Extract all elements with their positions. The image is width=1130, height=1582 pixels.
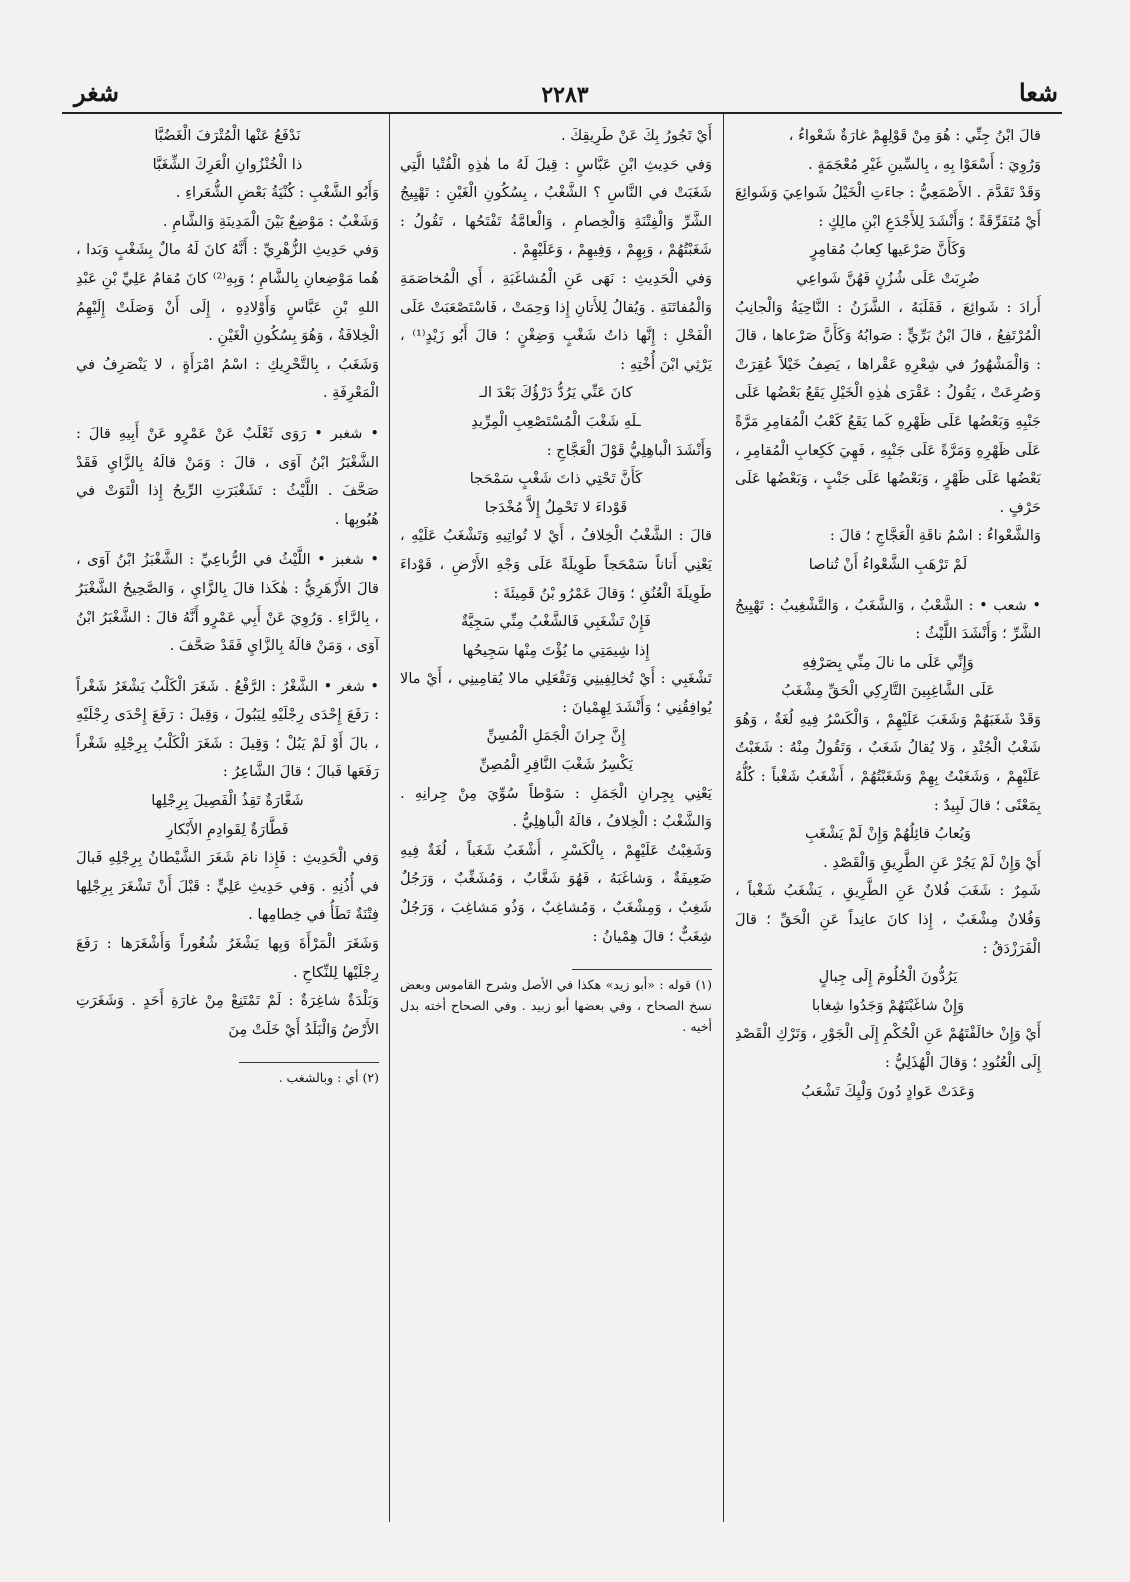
verse-line: لَمْ تَرْهَبِ الشَّعْواءُ أَنْ تُناصا — [808, 555, 968, 573]
running-head-left: شغر — [74, 78, 119, 107]
verse-line: شَغَّارَةٌ تَقِذُ الْفَصِيلَ بِرِجْلِها — [151, 792, 304, 810]
verse-line: ـلَهِ شَغْبَ الْمُسْتَصْعِبِ الْمِرِّيدِ — [471, 412, 641, 430]
verse-line: نَدْفَعُ عَنْها الْمُتْرَفَ الْغَضُبَّا — [154, 127, 301, 144]
verse-line: عَلَى الشَّاغِبِينَ التَّارِكِي الْحَقِّ مِشْغَبُ — [781, 682, 995, 700]
entry-head-paragraph: • شغر • الشَّغْرُ : الرَّفْعُ . شَغَرَ الْكَلْبُ يَشْغَرُ شَغْراً : رَفَعَ إِحْدَى رِجْلَيْهِ لِيَبُولَ ، وَقِيلَ : رَفَعَ إِحْدَى رِجْلَيْهِ ، بالَ أَوْ لَمْ يَبُلْ ؛ وَقِيلَ : شَغَرَ الْكَلْبُ بِرِجْلِهِ شَغْراً رَفَعَها فَبالَ ؛ قالَ الشَّاعِرُ : — [76, 677, 379, 781]
text-paragraph: تَشْغَبِي : أَيْ تُخالِفِينِي وَتَفْعَلِي مالا يُقامِينِي ، أَيْ مالا يُوافِقُنِي ؛ وَأَنْشَدَ لِهِمْيانَ : — [400, 670, 712, 716]
text-column-right — [735, 122, 1041, 1106]
verse-line: وَكَأَنَّ صَرْعَيها كِعابُ مُقامِرٍ — [810, 241, 966, 259]
verse-line: وَإِنِّي عَلَى ما نالَ مِنِّي بِصَرْفِهِ — [802, 653, 974, 671]
text-paragraph: شَمِرٌ : شَغَبَ فُلانٌ عَنِ الطَّرِيقِ ، يَشْغَبُ شَغْباً ، وَفُلانٌ مِشْغَبٌ ، إِذا كانَ عانِداً عَنِ الْحَقِّ ؛ قالَ الْفَرَزْدَقُ : — [735, 882, 1041, 957]
text-paragraph: أَيْ وَإِنْ لَمْ يَجُرْ عَنِ الطَّرِيقِ وَالْقَصْدِ . — [823, 853, 1041, 871]
verse-line: كانَ عَنِّي يَرُدُّ دَرْؤُكَ بَعْدَ الـ — [479, 384, 633, 402]
verse-line: إِنَّ جِرانَ الْجَمَلِ الْمُسِنِّ — [486, 727, 626, 745]
text-paragraph: وَأَبُو الشَّغْبِ : كُنْيَةُ بَعْضِ الشُّعَراءِ . — [175, 184, 379, 202]
text-paragraph: وَقَدْ شَغَبَهُمْ وَشَغَبَ عَلَيْهِمْ ، وَالْكَسْرُ فِيهِ لُغَةٌ ، وَهُوَ شَغْبُ الْجُنْدِ ، وَلا يُقالُ شَغَبٌ ، وَتَقُولُ مِنْهُ : شَغَبْتُ عَلَيْهِمْ ، وَشَغَبْتُ بِهِمْ وَشَغَبْتُهُمْ ، أَشْغَبُ شَغْباً : كُلُّهُ بِمَعْنًى ؛ قالَ لَبِيدٌ : — [735, 710, 1041, 814]
verse-line: فَإِنْ تَشْغَبِي فَالشَّغْبُ مِنِّي سَجِيَّةٌ — [461, 613, 651, 631]
text-paragraph: وَأَنْشَدَ الْباهِلِيُّ قَوْلَ الْعَجَّاجِ : — [546, 441, 712, 459]
text-paragraph: وَشَغَبُ ، بِالتَّحْرِيكِ : اسْمُ امْرَأَةٍ ، لا يَنْصَرِفُ في الْمَعْرِفَةِ . — [76, 355, 379, 402]
text-paragraph: وَالشَّعْواءُ : اسْمُ ناقَةِ الْعَجَّاجِ ؛ قالَ : — [829, 527, 1041, 545]
text-paragraph: وَقَدْ تَقَدَّمَ . الأَصْمَعِيُّ : جاءَتِ الْخَيْلُ شَواعِيَ وَشَوائِعَ أَيْ مُتَفَرِّقَةً ؛ وَأَنْشَدَ لِلأَجْدَعِ ابْنِ مالِكٍ : — [735, 184, 1041, 230]
verse-line: فَطَّارَةٌ لِقَوادِمِ الأَبْكارِ — [166, 820, 289, 838]
text-paragraph: وَفي الْحَدِيثِ : نَهَى عَنِ الْمُشاغَبَةِ ، أَي الْمُخاصَمَةِ وَالْمُفاتَنَةِ . وَيُقالُ لِلأَتانِ إِذا وَحِمَتْ ، فَاسْتَصْعَبَتْ عَلَى الْفَحْلِ : إِنَّها ذاتُ شَغْبٍ وَضِغْنٍ ؛ قالَ أَبُو زَيْدٍ⁽¹⁾ ، يَرْثِي ابْنَ أُخْتِهِ : — [400, 269, 713, 373]
footnote-rule — [239, 1062, 379, 1063]
verse-line: وَإِنْ شاغَبْتَهُمْ وَجَدُوا شِغابا — [811, 996, 965, 1014]
text-paragraph: أَيْ وَإِنْ خالَفْتَهُمْ عَنِ الْحُكْمِ إِلَى الْجَوْرِ ، وَتَرْكِ الْقَصْدِ إِلَى الْعُنُودِ ؛ وَقالَ الْهُذَلِيُّ : — [735, 1025, 1041, 1071]
text-paragraph: وَفي حَدِيثِ الزُّهْرِيِّ : أَنَّهُ كانَ لَهُ مالٌ بِشَغْبٍ وَبَدا ، هُما مَوْضِعانِ بِالشَّامِ ؛ وَبِهِ⁽²⁾ كانَ مُقامُ عَلِيِّ بْنِ عَبْدِ اللهِ بْنِ عَبَّاسٍ وَأَوْلادِهِ ، إِلَى أَنْ وَصَلَتْ إِلَيْهِمُ الْخِلافَةُ ، وَهُوَ بِسُكُونِ الْغَيْنِ . — [76, 241, 379, 345]
text-paragraph: وَفي حَدِيثِ ابْنِ عَبَّاسٍ : قِيلَ لَهُ ما هٰذِهِ الْفُتْيا الَّتِي شَغَبَتْ في النَّاسِ ؟ الشَّغْبُ ، بِسُكُونِ الْغَيْنِ : تَهْيِيجُ الشَّرِّ وَالْفِتْنَةِ وَالْخِصامِ ، وَالْعامَّةُ تَفْتَحُها ، تَقُولُ : شَغَبْتُهُمْ ، وَبِهِمْ ، وَفِيهِمْ ، وَعَلَيْهِمْ . — [400, 155, 712, 259]
text-paragraph: وَشَغْبٌ : مَوْضِعٌ بَيْنَ الْمَدِينَةِ وَالشَّامِ . — [162, 212, 379, 230]
verse-line: وَعَدَتْ عَوادٍ دُونَ وَلْيِكَ تَشْعَبُ — [801, 1082, 975, 1100]
text-column-left — [76, 122, 379, 1088]
page-number: ٢٢٨٣ — [541, 82, 589, 108]
footnote-rule — [572, 969, 712, 970]
text-paragraph: قالَ ابْنُ جِنِّي : هُوَ مِنْ قَوْلِهِمْ غارَةٌ شَعْواءُ ، — [788, 127, 1041, 144]
verse-line: قَوْداءَ لا تَحْمِلُ إِلاَّ مُخْدَجا — [484, 498, 628, 516]
verse-line: كَأَنَّ تَحْتِي ذاتَ شَغْبٍ سَمْحَجا — [469, 470, 643, 488]
column-divider-left — [389, 114, 390, 1522]
text-paragraph: قالَ : الشَّغْبُ الْخِلافُ ، أَيْ لا تُواتِيهِ وَتَشْغَبُ عَلَيْهِ ، يَعْنِي أَتاناً سَمْحَجاً طَوِيلَةً عَلَى وَجْهِ الأَرْضِ ، قَوْداءَ طَوِيلَةَ الْعُنُقِ ؛ وَقالَ عَمْرُو بْنُ قَمِيئَةَ : — [400, 527, 712, 602]
footnote: (١) قوله : «أبو زيد» هكذا في الأصل وشرح القاموس وبعض نسخ الصحاح ، وفي بعضها أبو زبيد . وفي الصحاح أخته بدل أخيه . — [400, 977, 712, 1035]
verse-line: يَرُدُّونَ الْحُلُومَ إِلَى جِبالٍ — [818, 968, 958, 986]
verse-line: وَيُعابُ قائِلُهُمْ وَإِنْ لَمْ يَشْغَبِ — [804, 825, 972, 843]
entry-head-paragraph: • شغبر • رَوَى ثَعْلَبٌ عَنْ عَمْرٍو عَنْ أَبِيهِ قالَ : الشَّغْبَرُ ابْنُ آوَى ، قالَ : وَمَنْ قالَهُ بِالزَّايِ فَقَدْ صَحَّفَ . اللَّيْثُ : تَشَغْبَرَتِ الرِّيحُ إِذا الْتَوَتْ في هُبُوبِها . — [76, 424, 379, 528]
text-paragraph: وَشَغَرَ الْمَرْأَةَ وَبِها يَشْغَرُ شُغُوراً وَأَشْغَرَها : رَفَعَ رِجْلَيْها لِلنِّكاحِ . — [76, 935, 379, 981]
header-rule — [62, 112, 1062, 114]
column-divider-right — [723, 114, 724, 1522]
verse-line: ذا الْخُنْزُوانِ الْعَرِكَ الشِّغَبَّا — [152, 155, 303, 173]
entry-head-paragraph: • شعب • : الشَّعْبُ ، وَالشَّغَبُ ، وَالتَّشْغِيبُ : تَهْيِيجُ الشَّرِّ ؛ وَأَنْشَدَ اللَّيْثُ : — [735, 596, 1041, 643]
verse-line: ضُرِبَتْ عَلَى شُزُنٍ فَهُنَّ شَواعِي — [796, 269, 980, 287]
entry-head-paragraph: • شغبز • اللَّيْثُ في الرُّباعِيِّ : الشَّغْبَزُ ابْنُ آوَى ، قالَ الأَزْهَرِيُّ : هٰكَذا قالَ بِالزَّايِ ، وَالصَّحِيحُ الشَّغْبَرُ ، بِالرَّاءِ . وَرُوِيَ عَنْ أَبِي عَمْرٍو أَنَّهُ قالَ : الشَّغْبَرُ ابْنُ آوَى ، وَمَنْ قالَهُ بِالزَّايِ فَقَدْ صَحَّفَ . — [76, 551, 379, 655]
text-paragraph: وَفي الْحَدِيثِ : فَإِذا نامَ شَغَرَ الشَّيْطانُ بِرِجْلِهِ فَبالَ في أُذُنِهِ . وَفي حَدِيثِ عَلِيٍّ : قَبْلَ أَنْ تَشْغَرَ بِرِجْلِها فِتْنَةٌ تَطَأُ في خِطامِها . — [76, 849, 379, 924]
text-paragraph: يَعْنِي بِجِرانِ الْجَمَلِ : سَوْطاً سُوِّيَ مِنْ جِرانِهِ . وَالشَّغْبُ : الْخِلافُ ، قالَهُ الْباهِلِيُّ . — [400, 784, 712, 831]
text-column-middle — [400, 122, 712, 1037]
running-head-right: شعا — [1019, 78, 1058, 107]
verse-line: يَكْسِرُ شَغْبَ النَّافِرِ الْمُصِنِّ — [479, 756, 633, 774]
text-paragraph: وَرُوِيَ : أَسْعَوْا بِهِ ، بِالسِّينِ غَيْرِ مُعْجَمَةٍ . — [808, 155, 1041, 173]
text-paragraph: وَبَلْدَةٌ شاغِرَةٌ : لَمْ تَمْتَنِعْ مِنْ غارَةِ أَحَدٍ . وَشَغَرَتِ الأَرْضُ وَالْبَلَدُ أَيْ خَلَتْ مِنَ — [76, 992, 379, 1038]
text-paragraph: وَشَغِبْتُ عَلَيْهِمْ ، بِالْكَسْرِ ، أَشْغَبُ شَغَباً ، لُغَةٌ فِيهِ ضَعِيفَةٌ ، وَشاغَبَهُ ، فَهُوَ شَغَّابٌ ، وَمُشَغِّبٌ ، وَرَجُلٌ شَغِبٌ ، وَمِشْغَبٌ ، وَمُشاغِبٌ ، وَذُو مَشاغِبَ ، وَرَجُلٌ شِغَبٌّ ؛ قالَ هِمْيانُ : — [400, 841, 712, 945]
text-paragraph: أَرادَ : شَوائِعَ ، فَقَلَبَهُ ، الشَّزَنُ : النَّاحِيَةُ وَالْجانِبُ الْمُرْتَفِعُ ، قالَ ابْنُ بَرِّيٍّ : صَوابُهُ وَكَأَنَّ صَرْعاها ، قالَ : وَالْمَشْهُورُ في شِعْرِهِ عَقْراها ، يَصِفُ خَيْلاً عُقِرَتْ وَصُرِعَتْ ، يَقُولُ : عَقْرَى هٰذِهِ الْخَيْلِ يَقَعُ بَعْضُها عَلَى جَنْبِهِ وَبَعْضُها عَلَى ظَهْرِهِ كَما يَقَعُ كَعْبُ الْمُقامِرِ مَرَّةً عَلَى ظَهْرِهِ وَمَرَّةً عَلَى جَنْبِهِ ، فَهِيَ كَكِعابِ الْمُقامِرِ ، بَعْضُها عَلَى ظَهْرٍ ، وَبَعْضُها عَلَى جَنْبٍ ، وَبَعْضُها عَلَى حَرْفٍ . — [735, 298, 1041, 516]
verse-line: إِذا شِيمَتِي ما يُؤْتَ مِنْها سَجِيحُها — [462, 641, 650, 659]
text-paragraph: أَيْ تَجُورُ بِكَ عَنْ طَرِيقِكَ . — [561, 127, 712, 144]
footnote: (٢) أي : وبالشغب . — [278, 1070, 379, 1086]
